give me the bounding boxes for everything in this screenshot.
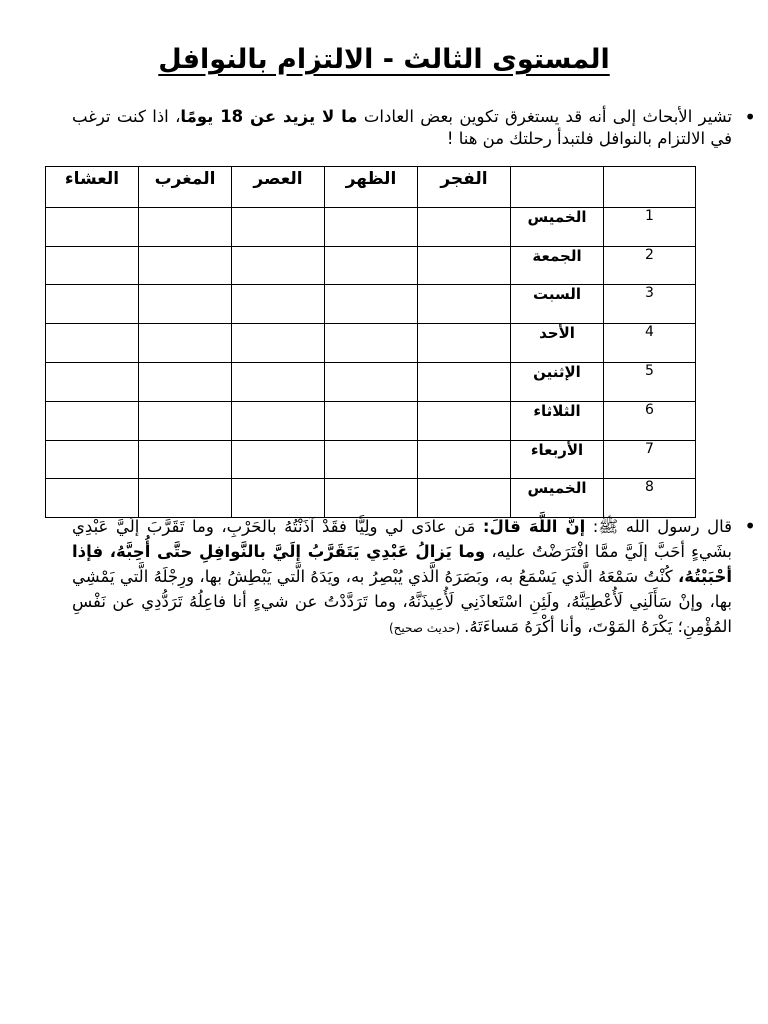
asr-cell[interactable]	[232, 207, 325, 246]
table-header-row	[46, 167, 696, 208]
asr-cell[interactable]	[232, 362, 325, 401]
table-row	[46, 285, 696, 324]
table-row	[46, 479, 696, 518]
table-row	[46, 401, 696, 440]
page-title: المستوى الثالث - الالتزام بالنوافل	[158, 44, 610, 75]
hadith-note: (حديث صحيح)	[388, 621, 465, 635]
dhuhr-cell[interactable]	[325, 362, 418, 401]
isha-cell[interactable]	[46, 401, 139, 440]
header-day	[511, 167, 604, 208]
maghrib-cell[interactable]	[139, 246, 232, 285]
asr-cell[interactable]	[232, 401, 325, 440]
row-number: 6	[604, 401, 696, 440]
intro-text-1: تشير الأبحاث إلى أنه قد يستغرق تكوين بعض العادات	[357, 107, 733, 126]
dhuhr-cell[interactable]	[325, 401, 418, 440]
dhuhr-cell[interactable]	[325, 324, 418, 363]
hadith-paragraph	[72, 514, 756, 641]
row-number: 2	[604, 246, 696, 285]
maghrib-cell[interactable]	[139, 440, 232, 479]
fajr-cell[interactable]	[418, 362, 511, 401]
row-day: الخميس	[511, 207, 604, 246]
header-number	[604, 167, 696, 208]
header-asr: العصر	[232, 167, 325, 208]
header-maghrib: المغرب	[139, 167, 232, 208]
bullet-icon: •	[744, 514, 756, 538]
row-number: 5	[604, 362, 696, 401]
header-dhuhr: الظهر	[325, 167, 418, 208]
maghrib-cell[interactable]	[139, 479, 232, 518]
intro-text-2: ، اذا كنت ترغب في الالتزام بالنوافل فلتبدأ رحلتك من هنا !	[72, 107, 732, 148]
maghrib-cell[interactable]	[139, 401, 232, 440]
bullet-icon: •	[744, 105, 756, 129]
isha-cell[interactable]	[46, 440, 139, 479]
intro-bold-text: ما لا يزيد عن 18 يومًا	[180, 107, 358, 126]
isha-cell[interactable]	[46, 285, 139, 324]
maghrib-cell[interactable]	[139, 324, 232, 363]
fajr-cell[interactable]	[418, 285, 511, 324]
maghrib-cell[interactable]	[139, 362, 232, 401]
asr-cell[interactable]	[232, 324, 325, 363]
row-number: 3	[604, 285, 696, 324]
dhuhr-cell[interactable]	[325, 246, 418, 285]
row-number: 7	[604, 440, 696, 479]
row-day: الإثنين	[511, 362, 604, 401]
hadith-text-2: مَن عادَى لي ولِيًّا فقَدْ آذَنْتُهُ بالحَرْبِ، وما تَقَرَّبَ إلَيَّ عَبْدِي بشَيءٍ أحَبَّ إلَيَّ ممَّا افْتَرَضْتُ عليه،	[72, 517, 732, 561]
isha-cell[interactable]	[46, 207, 139, 246]
maghrib-cell[interactable]	[139, 207, 232, 246]
row-number: 8	[604, 479, 696, 518]
hadith-text-3: كُنْتُ سَمْعَهُ الَّذي يَسْمَعُ به، وبَصَرَهُ الَّذي يُبْصِرُ به، ويَدَهُ الَّتي يَبْطِشُ بها، ورِجْلَهُ الَّتي يَمْشِي بها، وإنْ سَأَلَنِي لَأُعْطِيَنَّهُ، ولَئِنِ اسْتَعاذَنِي لَأُعِيذَنَّهُ، وما تَرَدَّدْتُ عن شيءٍ أنا فاعِلُهُ تَرَدُّدِي عن نَفْسِ المُؤْمِنِ؛ يَكْرَهُ المَوْتَ، وأنا أكْرَهُ مَساءَتَهُ.	[72, 567, 732, 636]
row-day: الأربعاء	[511, 440, 604, 479]
maghrib-cell[interactable]	[139, 285, 232, 324]
row-number: 4	[604, 324, 696, 363]
table-row	[46, 207, 696, 246]
row-day: الخميس	[511, 479, 604, 518]
dhuhr-cell[interactable]	[325, 207, 418, 246]
isha-cell[interactable]	[46, 362, 139, 401]
row-day: الأحد	[511, 324, 604, 363]
table-row	[46, 324, 696, 363]
row-day: الجمعة	[511, 246, 604, 285]
fajr-cell[interactable]	[418, 324, 511, 363]
dhuhr-cell[interactable]	[325, 440, 418, 479]
asr-cell[interactable]	[232, 440, 325, 479]
row-day: السبت	[511, 285, 604, 324]
intro-paragraph	[72, 105, 756, 150]
fajr-cell[interactable]	[418, 401, 511, 440]
table-row	[46, 246, 696, 285]
isha-cell[interactable]	[46, 324, 139, 363]
hadith-text-1: قال رسول الله ﷺ:	[585, 517, 732, 536]
prayer-tracker-table	[45, 166, 696, 518]
header-fajr: الفجر	[418, 167, 511, 208]
asr-cell[interactable]	[232, 479, 325, 518]
dhuhr-cell[interactable]	[325, 479, 418, 518]
fajr-cell[interactable]	[418, 246, 511, 285]
isha-cell[interactable]	[46, 246, 139, 285]
isha-cell[interactable]	[46, 479, 139, 518]
header-isha: العشاء	[46, 167, 139, 208]
hadith-bold-2: وما يَزالُ عَبْدِي يَتَقَرَّبُ إلَيَّ بالنَّوافِلِ حتَّى أُحِبَّهُ، فإذا أحْبَبْتُهُ،	[72, 542, 732, 586]
asr-cell[interactable]	[232, 285, 325, 324]
fajr-cell[interactable]	[418, 207, 511, 246]
hadith-bold-1: إنَّ اللَّهَ قالَ:	[482, 517, 586, 536]
table-row	[46, 362, 696, 401]
row-day: الثلاثاء	[511, 401, 604, 440]
fajr-cell[interactable]	[418, 440, 511, 479]
asr-cell[interactable]	[232, 246, 325, 285]
dhuhr-cell[interactable]	[325, 285, 418, 324]
table-row	[46, 440, 696, 479]
row-number: 1	[604, 207, 696, 246]
fajr-cell[interactable]	[418, 479, 511, 518]
